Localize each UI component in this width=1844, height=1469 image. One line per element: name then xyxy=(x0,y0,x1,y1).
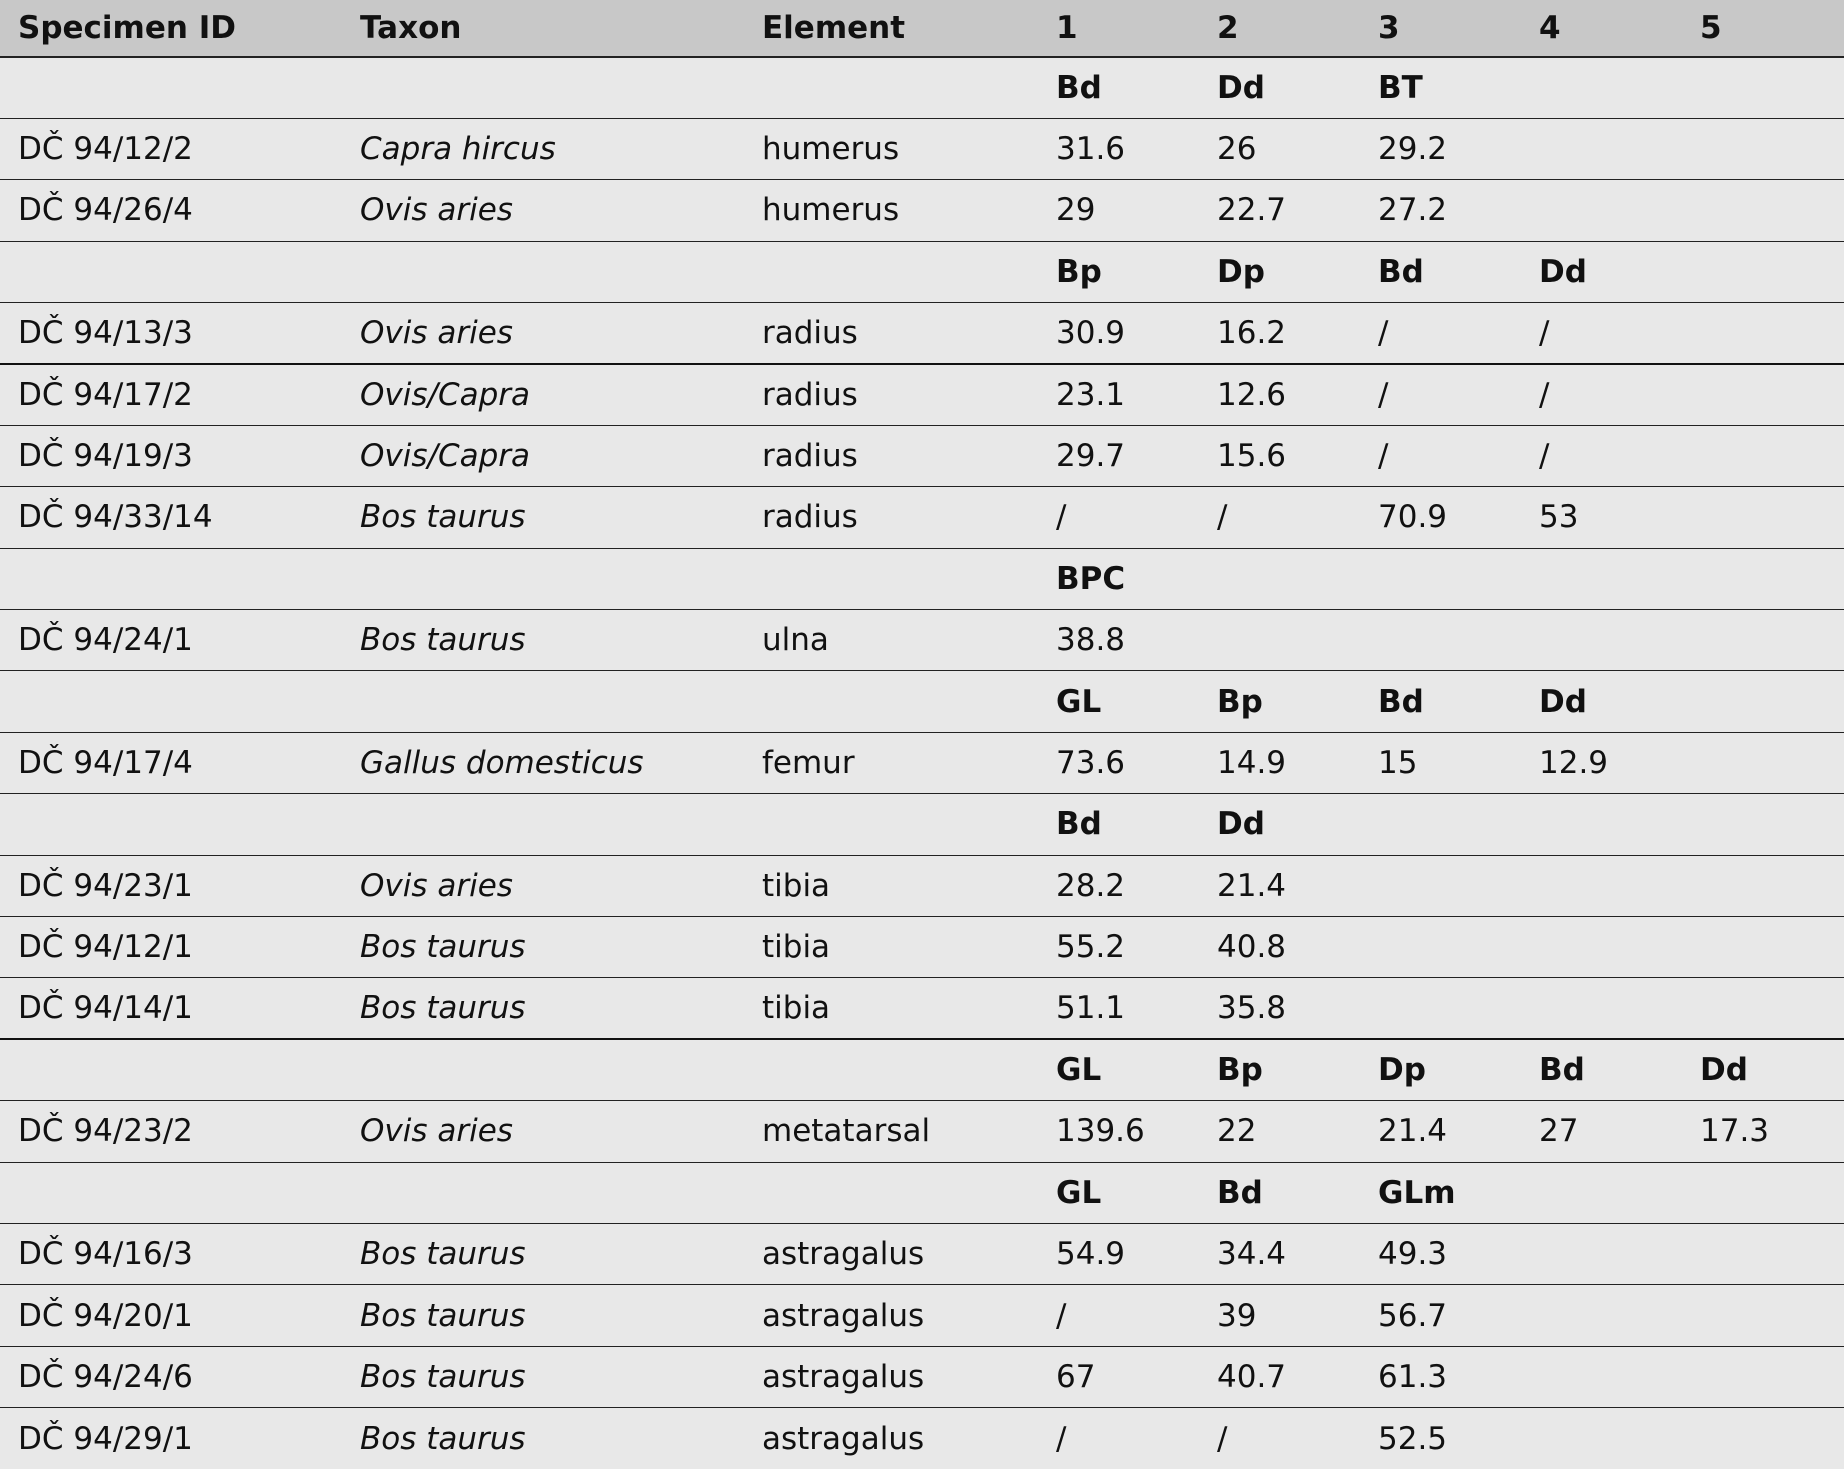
measurement-value-cell xyxy=(1521,610,1682,671)
element-cell: astragalus xyxy=(744,1285,1038,1346)
taxon-cell: Bos taurus xyxy=(342,916,744,977)
measurement-value-cell xyxy=(1199,610,1360,671)
table-row xyxy=(0,118,1844,179)
measurement-subheader-row xyxy=(0,1162,1844,1223)
empty-cell xyxy=(0,794,342,855)
measurement-label-cell xyxy=(1682,548,1844,609)
measurement-value-cell xyxy=(1682,425,1844,486)
measurement-value-cell xyxy=(1521,1285,1682,1346)
measurement-label-cell: Bd xyxy=(1521,1039,1682,1100)
specimen-id-cell: DČ 94/26/4 xyxy=(0,180,342,241)
measurement-value-cell: / xyxy=(1199,487,1360,548)
measurement-label-cell xyxy=(1682,1162,1844,1223)
measurement-label-cell: Bd xyxy=(1360,241,1521,302)
table-row xyxy=(0,1346,1844,1407)
element-cell: humerus xyxy=(744,118,1038,179)
empty-cell xyxy=(0,1162,342,1223)
measurement-value-cell: 28.2 xyxy=(1038,855,1199,916)
header-specimen-id: Specimen ID xyxy=(0,0,342,57)
measurement-subheader-row xyxy=(0,671,1844,732)
measurement-value-cell xyxy=(1682,610,1844,671)
header-taxon: Taxon xyxy=(342,0,744,57)
measurement-value-cell: / xyxy=(1360,303,1521,364)
element-cell: ulna xyxy=(744,610,1038,671)
table-row xyxy=(0,425,1844,486)
measurement-label-cell xyxy=(1521,1162,1682,1223)
measurement-label-cell xyxy=(1521,548,1682,609)
taxon-cell: Gallus domesticus xyxy=(342,732,744,793)
empty-cell xyxy=(744,1039,1038,1100)
empty-cell xyxy=(0,548,342,609)
measurement-value-cell: 14.9 xyxy=(1199,732,1360,793)
measurement-value-cell xyxy=(1682,1223,1844,1284)
taxon-cell: Ovis aries xyxy=(342,855,744,916)
measurement-subheader-row xyxy=(0,794,1844,855)
header-col-1: 1 xyxy=(1038,0,1199,57)
taxon-cell: Capra hircus xyxy=(342,118,744,179)
measurement-value-cell xyxy=(1360,855,1521,916)
taxon-cell: Ovis aries xyxy=(342,1101,744,1162)
element-cell: radius xyxy=(744,364,1038,425)
measurement-value-cell xyxy=(1682,978,1844,1039)
element-cell: tibia xyxy=(744,916,1038,977)
measurement-label-cell: Bd xyxy=(1360,671,1521,732)
measurement-value-cell: 29 xyxy=(1038,180,1199,241)
measurement-value-cell: / xyxy=(1360,425,1521,486)
empty-cell xyxy=(342,794,744,855)
measurement-value-cell: 27 xyxy=(1521,1101,1682,1162)
measurement-label-cell: Dp xyxy=(1360,1039,1521,1100)
table-row xyxy=(0,180,1844,241)
table-row xyxy=(0,303,1844,364)
measurement-value-cell: / xyxy=(1521,303,1682,364)
measurement-value-cell: 49.3 xyxy=(1360,1223,1521,1284)
element-cell: tibia xyxy=(744,978,1038,1039)
taxon-cell: Ovis aries xyxy=(342,303,744,364)
specimen-id-cell: DČ 94/16/3 xyxy=(0,1223,342,1284)
measurement-label-cell: Bp xyxy=(1199,1039,1360,1100)
measurement-value-cell: 51.1 xyxy=(1038,978,1199,1039)
measurement-label-cell xyxy=(1682,794,1844,855)
measurement-value-cell xyxy=(1521,1223,1682,1284)
measurement-label-cell: Bd xyxy=(1038,794,1199,855)
measurement-label-cell: GL xyxy=(1038,1162,1199,1223)
empty-cell xyxy=(0,57,342,118)
measurement-value-cell: 27.2 xyxy=(1360,180,1521,241)
measurement-label-cell xyxy=(1199,548,1360,609)
table-row xyxy=(0,1285,1844,1346)
specimen-id-cell: DČ 94/29/1 xyxy=(18,1420,193,1457)
measurement-label-cell: GL xyxy=(1038,1039,1199,1100)
specimen-id-cell: DČ 94/17/4 xyxy=(0,732,342,793)
specimen-id-cell: DČ 94/12/2 xyxy=(0,118,342,179)
specimen-id-cell: DČ 94/19/3 xyxy=(0,425,342,486)
measurement-value-cell: 73.6 xyxy=(1038,732,1199,793)
element-cell: radius xyxy=(744,303,1038,364)
header-col-2: 2 xyxy=(1199,0,1360,57)
measurement-value-cell: / xyxy=(1521,364,1682,425)
measurement-value-cell xyxy=(1521,978,1682,1039)
measurement-label-cell xyxy=(1360,548,1521,609)
measurement-value-cell: 139.6 xyxy=(1038,1101,1199,1162)
empty-cell xyxy=(744,794,1038,855)
measurement-value-cell: 52.5 xyxy=(1378,1420,1448,1457)
measurement-value-cell: / xyxy=(1038,487,1199,548)
header-row xyxy=(0,0,1844,57)
element-cell: tibia xyxy=(744,855,1038,916)
measurement-value-cell xyxy=(1521,118,1682,179)
element-cell: radius xyxy=(744,425,1038,486)
measurement-subheader-row xyxy=(0,548,1844,609)
measurement-value-cell: 22.7 xyxy=(1199,180,1360,241)
measurement-label-cell: Dd xyxy=(1199,57,1360,118)
measurement-value-cell: 17.3 xyxy=(1682,1101,1844,1162)
element-cell: astragalus xyxy=(744,1346,1038,1407)
specimen-id-cell: DČ 94/24/6 xyxy=(0,1346,342,1407)
specimen-id-cell: DČ 94/24/1 xyxy=(0,610,342,671)
measurement-value-cell: 15.6 xyxy=(1199,425,1360,486)
measurement-value-cell: 61.3 xyxy=(1360,1346,1521,1407)
measurement-label-cell: Dd xyxy=(1199,794,1360,855)
measurement-value-cell xyxy=(1682,118,1844,179)
measurement-value-cell: 40.7 xyxy=(1199,1346,1360,1407)
measurement-value-cell: 34.4 xyxy=(1199,1223,1360,1284)
measurement-value-cell: 16.2 xyxy=(1199,303,1360,364)
empty-cell xyxy=(342,1162,744,1223)
empty-cell xyxy=(342,1039,744,1100)
specimen-id-cell: DČ 94/12/1 xyxy=(0,916,342,977)
measurement-value-cell: / xyxy=(1360,364,1521,425)
table-row xyxy=(0,487,1844,548)
empty-cell xyxy=(744,1162,1038,1223)
measurement-label-cell: Dd xyxy=(1521,671,1682,732)
measurement-value-cell: 70.9 xyxy=(1360,487,1521,548)
measurement-value-cell: / xyxy=(1056,1420,1067,1457)
specimen-id-cell: DČ 94/20/1 xyxy=(0,1285,342,1346)
taxon-cell: Bos taurus xyxy=(342,1223,744,1284)
measurement-label-cell: Dp xyxy=(1199,241,1360,302)
empty-cell xyxy=(342,57,744,118)
measurement-value-cell: / xyxy=(1521,425,1682,486)
measurement-value-cell xyxy=(1360,978,1521,1039)
empty-cell xyxy=(342,671,744,732)
measurement-value-cell xyxy=(1521,180,1682,241)
taxon-cell: Bos taurus xyxy=(342,1346,744,1407)
element-cell: humerus xyxy=(744,180,1038,241)
measurement-value-cell xyxy=(1360,610,1521,671)
measurement-value-cell xyxy=(1682,180,1844,241)
taxon-cell: Ovis/Capra xyxy=(342,425,744,486)
measurement-value-cell xyxy=(1682,364,1844,425)
specimen-id-cell: DČ 94/23/1 xyxy=(0,855,342,916)
measurement-value-cell xyxy=(1521,1408,1682,1469)
table-body xyxy=(0,57,1844,1469)
taxon-cell: Bos taurus xyxy=(342,610,744,671)
table-row xyxy=(0,855,1844,916)
measurement-label-cell xyxy=(1682,57,1844,118)
measurement-value-cell: 56.7 xyxy=(1360,1285,1521,1346)
measurement-value-cell: / xyxy=(1217,1420,1228,1457)
specimen-id-cell: DČ 94/17/2 xyxy=(0,364,342,425)
measurement-subheader-row xyxy=(0,241,1844,302)
element-cell: femur xyxy=(744,732,1038,793)
measurement-value-cell: 38.8 xyxy=(1038,610,1199,671)
measurement-value-cell: 67 xyxy=(1038,1346,1199,1407)
measurement-value-cell xyxy=(1682,1346,1844,1407)
measurement-label-cell: Bd xyxy=(1038,57,1199,118)
measurement-value-cell xyxy=(1521,1346,1682,1407)
table-row xyxy=(0,610,1844,671)
measurement-value-cell: 29.7 xyxy=(1038,425,1199,486)
measurement-label-cell: Bp xyxy=(1038,241,1199,302)
table-row xyxy=(0,364,1844,425)
table-row xyxy=(0,1101,1844,1162)
element-cell: metatarsal xyxy=(744,1101,1038,1162)
measurement-label-cell xyxy=(1360,794,1521,855)
measurement-value-cell: 30.9 xyxy=(1038,303,1199,364)
table-row xyxy=(0,1223,1844,1284)
measurement-label-cell xyxy=(1521,794,1682,855)
empty-cell xyxy=(342,241,744,302)
measurement-value-cell: 23.1 xyxy=(1038,364,1199,425)
element-cell: radius xyxy=(744,487,1038,548)
empty-cell xyxy=(342,548,744,609)
measurement-value-cell xyxy=(1682,855,1844,916)
measurement-value-cell: 53 xyxy=(1521,487,1682,548)
specimen-id-cell: DČ 94/23/2 xyxy=(0,1101,342,1162)
measurement-label-cell xyxy=(1682,671,1844,732)
measurement-label-cell xyxy=(1682,241,1844,302)
measurement-value-cell: 26 xyxy=(1199,118,1360,179)
table-row xyxy=(0,1408,1844,1469)
measurement-value-cell xyxy=(1682,1408,1844,1469)
measurement-label-cell: Dd xyxy=(1682,1039,1844,1100)
header-col-5: 5 xyxy=(1682,0,1844,57)
measurement-value-cell: 35.8 xyxy=(1199,978,1360,1039)
measurement-value-cell xyxy=(1521,855,1682,916)
taxon-cell: Bos taurus xyxy=(360,1420,526,1457)
measurement-value-cell xyxy=(1521,916,1682,977)
measurement-value-cell: 40.8 xyxy=(1199,916,1360,977)
taxon-cell: Bos taurus xyxy=(342,487,744,548)
measurement-value-cell: 21.4 xyxy=(1199,855,1360,916)
measurement-label-cell xyxy=(1521,57,1682,118)
taxon-cell: Ovis/Capra xyxy=(342,364,744,425)
measurement-label-cell: Bp xyxy=(1199,671,1360,732)
taxon-cell: Bos taurus xyxy=(342,1285,744,1346)
specimen-id-cell: DČ 94/14/1 xyxy=(0,978,342,1039)
measurement-value-cell: 55.2 xyxy=(1038,916,1199,977)
measurement-value-cell: / xyxy=(1038,1285,1199,1346)
empty-cell xyxy=(744,57,1038,118)
measurement-value-cell: 12.6 xyxy=(1199,364,1360,425)
element-cell: astragalus xyxy=(762,1420,925,1457)
specimen-id-cell: DČ 94/13/3 xyxy=(0,303,342,364)
measurement-label-cell: GL xyxy=(1038,671,1199,732)
specimen-id-cell: DČ 94/33/14 xyxy=(0,487,342,548)
measurement-label-cell: BT xyxy=(1360,57,1521,118)
measurement-value-cell: 29.2 xyxy=(1360,118,1521,179)
measurement-value-cell: 31.6 xyxy=(1038,118,1199,179)
measurement-subheader-row xyxy=(0,1039,1844,1100)
measurement-value-cell: 22 xyxy=(1199,1101,1360,1162)
taxon-cell: Ovis aries xyxy=(342,180,744,241)
measurement-label-cell: GLm xyxy=(1360,1162,1521,1223)
header-col-4: 4 xyxy=(1521,0,1682,57)
empty-cell xyxy=(0,671,342,732)
measurement-value-cell: 15 xyxy=(1360,732,1521,793)
element-cell: astragalus xyxy=(744,1223,1038,1284)
table-row xyxy=(0,978,1844,1039)
empty-cell xyxy=(744,241,1038,302)
measurement-value-cell xyxy=(1360,916,1521,977)
table-row xyxy=(0,916,1844,977)
taxon-cell: Bos taurus xyxy=(342,978,744,1039)
header-element: Element xyxy=(744,0,1038,57)
measurement-label-cell: Dd xyxy=(1521,241,1682,302)
empty-cell xyxy=(744,671,1038,732)
measurement-value-cell xyxy=(1682,916,1844,977)
measurement-value-cell: 21.4 xyxy=(1360,1101,1521,1162)
table-row xyxy=(0,732,1844,793)
measurement-subheader-row xyxy=(0,57,1844,118)
measurement-value-cell xyxy=(1682,1285,1844,1346)
header-col-3: 3 xyxy=(1360,0,1521,57)
measurement-value-cell xyxy=(1682,303,1844,364)
empty-cell xyxy=(0,241,342,302)
empty-cell xyxy=(0,1039,342,1100)
empty-cell xyxy=(744,548,1038,609)
measurement-value-cell: 12.9 xyxy=(1521,732,1682,793)
measurement-label-cell: Bd xyxy=(1199,1162,1360,1223)
measurement-label-cell: BPC xyxy=(1038,548,1199,609)
measurement-value-cell xyxy=(1682,487,1844,548)
measurement-value-cell xyxy=(1682,732,1844,793)
measurement-value-cell: 54.9 xyxy=(1038,1223,1199,1284)
measurement-value-cell: 39 xyxy=(1199,1285,1360,1346)
